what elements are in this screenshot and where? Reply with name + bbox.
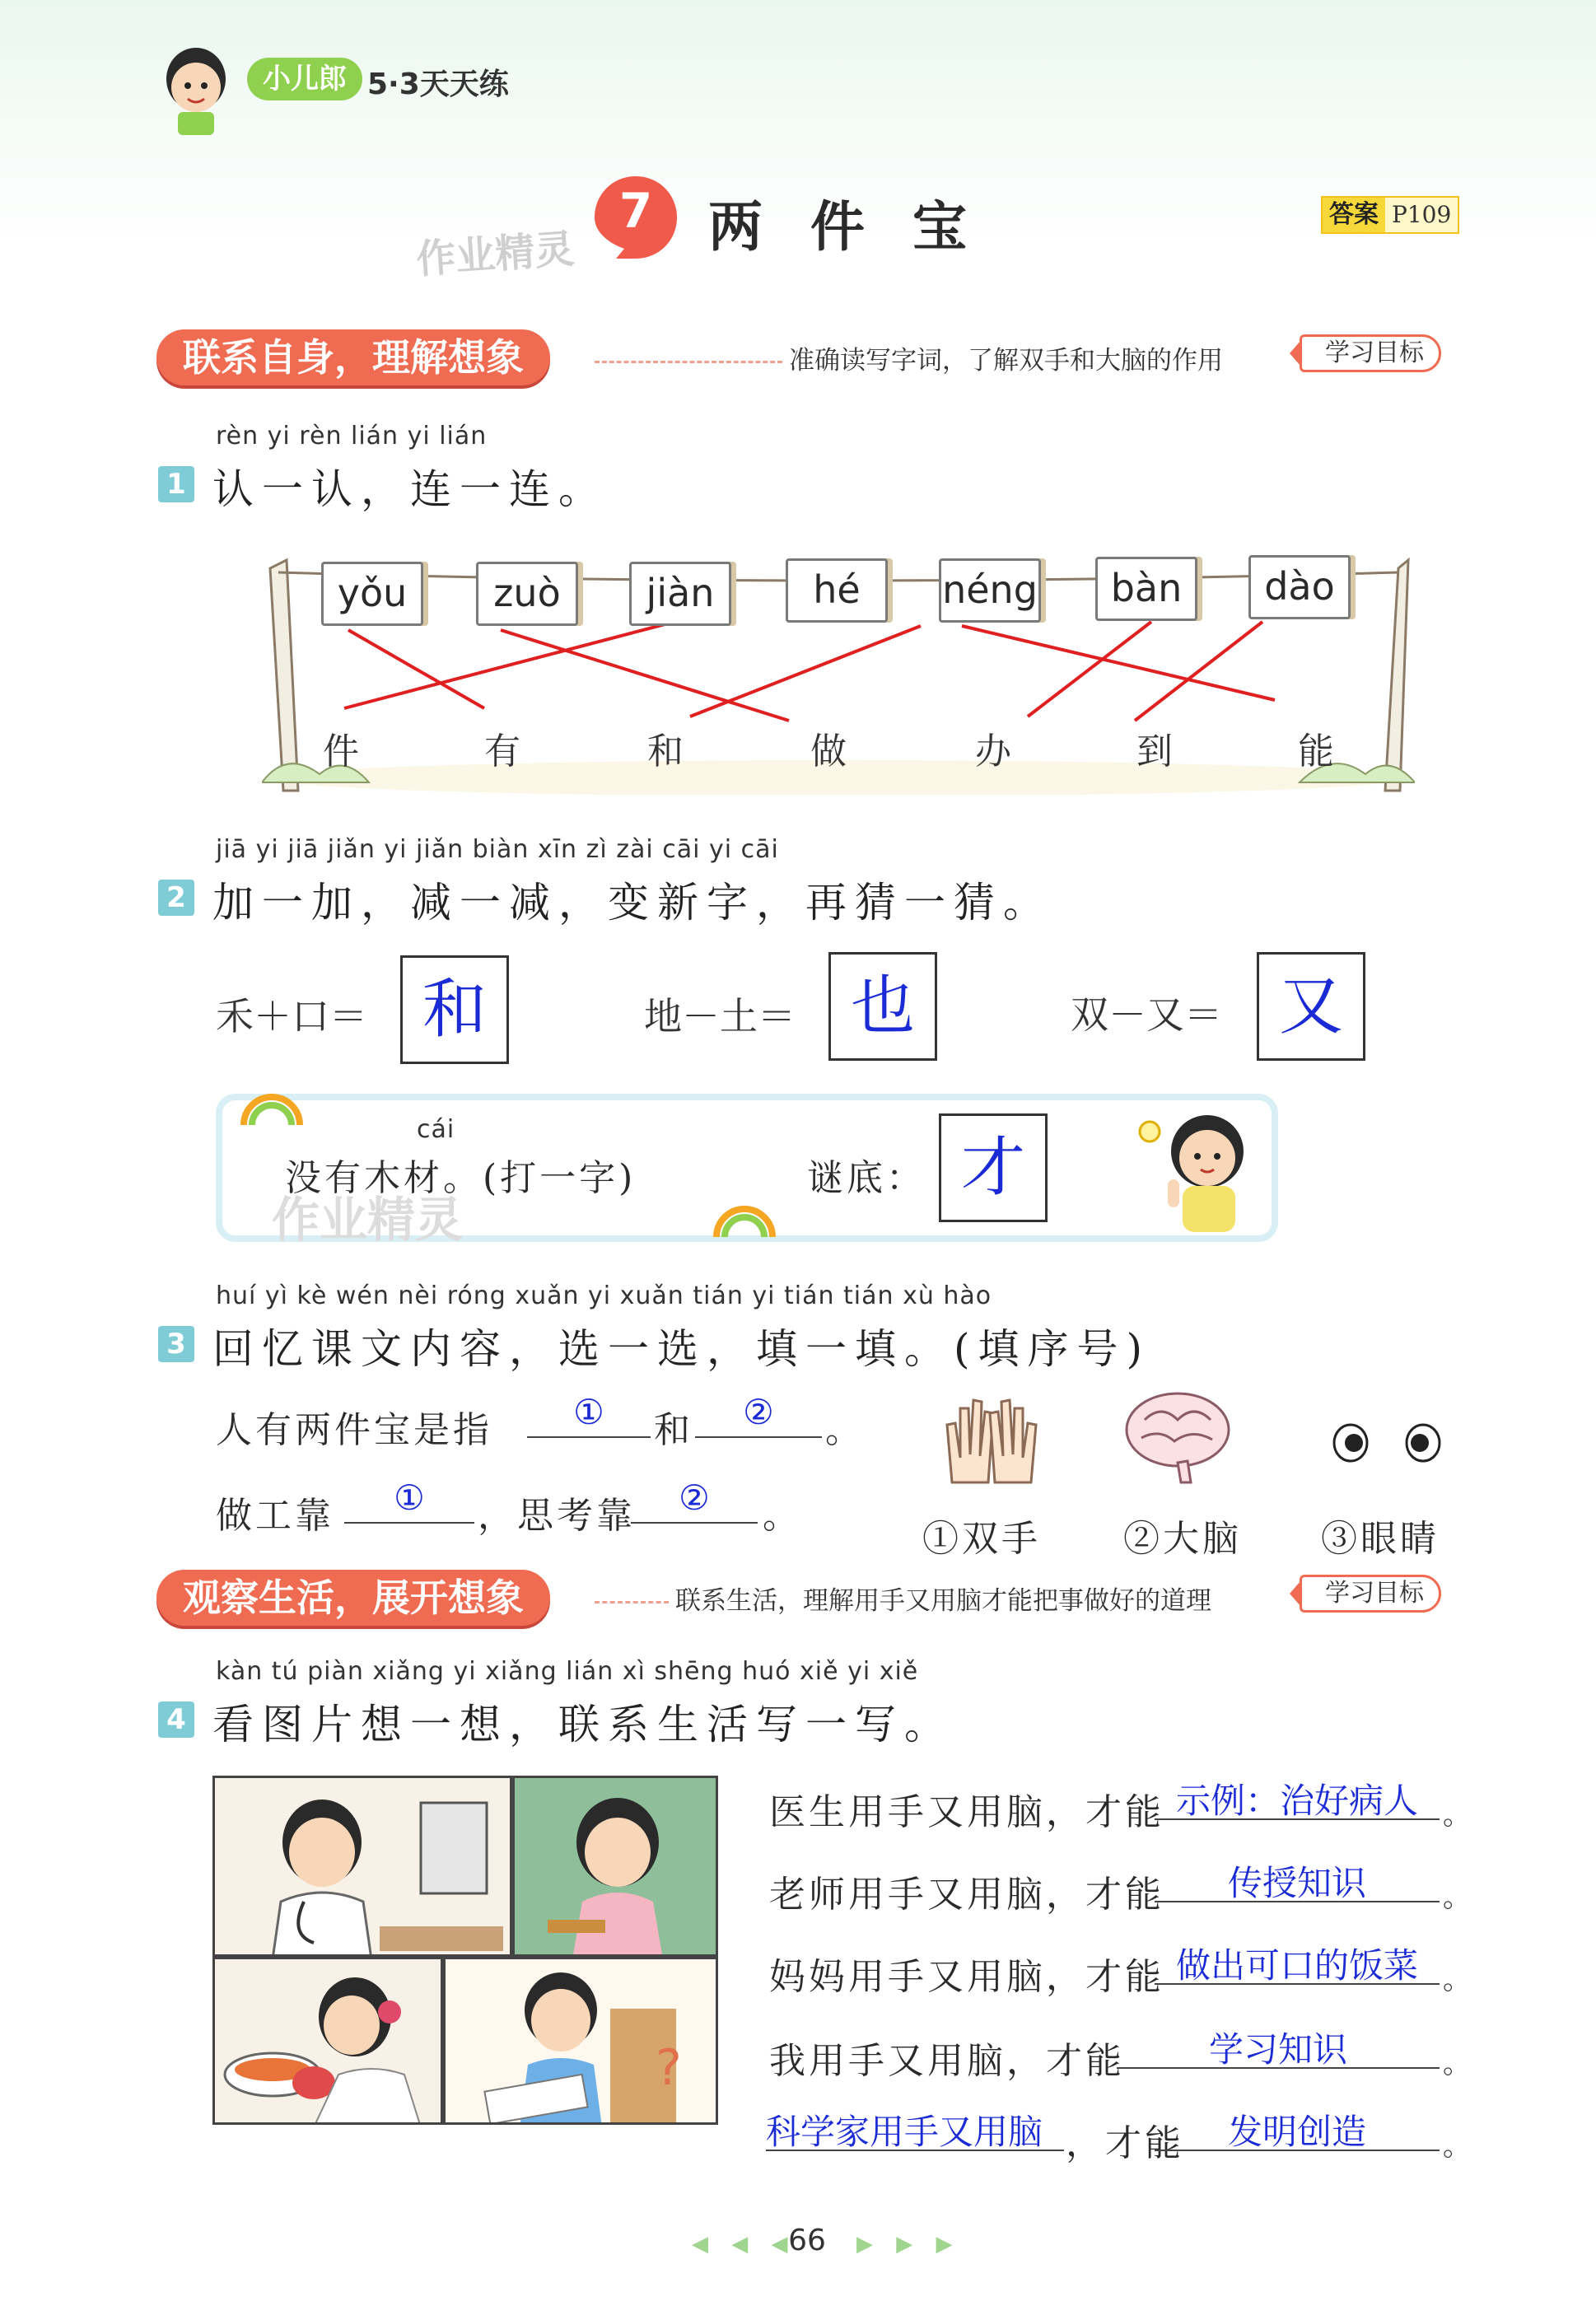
option-hands: ①双手 — [922, 1518, 1041, 1560]
equation-answer: 又 — [1278, 969, 1343, 1043]
answer-reference — [1321, 196, 1459, 234]
section-1-title: 联系自身，理解想象 — [156, 329, 550, 385]
mascot-boy-icon — [155, 41, 237, 137]
q3-line1-mid: 和 — [654, 1409, 693, 1451]
q4-answer: 示例：治好病人 — [1155, 1774, 1440, 1820]
option-eyes: ③眼睛 — [1321, 1518, 1440, 1560]
q4-sentence-prefix: 医生用手又用脑，才能 — [769, 1791, 1164, 1833]
character: 办 — [975, 731, 1011, 773]
section-2-divider — [595, 1601, 669, 1603]
mother-cooking-illustration — [215, 1959, 443, 2125]
q3-blank: ② — [631, 1477, 758, 1524]
lesson-title: 两件宝 — [708, 194, 1015, 259]
riddle-answer: 才 — [960, 1131, 1025, 1205]
q2-number: 2 — [158, 880, 194, 916]
q4-sentence-prefix: 老师用手又用脑，才能 — [769, 1874, 1164, 1916]
brand-text: 5·3天天练 — [367, 68, 509, 101]
q4-sentence-prefix: 我用手又用脑，才能 — [769, 2040, 1125, 2082]
equation-answer: 和 — [422, 973, 487, 1047]
answer-label: 答案 — [1323, 198, 1385, 232]
section-1-goal-tag: 学习目标 — [1300, 334, 1441, 372]
eyes-icon — [1326, 1417, 1449, 1466]
character: 件 — [323, 731, 359, 773]
mother-scene — [212, 1957, 443, 2125]
q3-line2-prefix: 做工靠 — [216, 1495, 334, 1537]
lesson-number: 7 — [618, 183, 653, 239]
q4-sentence-prefix: 妈妈用手又用脑，才能 — [769, 1956, 1164, 1998]
q4-instruction: 看图片想一想，联系生活写一写。 — [212, 1701, 954, 1748]
q3-blank: ① — [527, 1392, 651, 1438]
q3-blank: ② — [695, 1392, 822, 1438]
character: 到 — [1136, 731, 1173, 773]
character: 能 — [1298, 731, 1334, 773]
q4-sentence-end: 。 — [1443, 1963, 1474, 1996]
section-2-goal-tag: 学习目标 — [1300, 1575, 1441, 1613]
q3-blank: ① — [344, 1477, 474, 1524]
pinyin-card: bàn — [1095, 557, 1197, 621]
q4-last-mid: ，才能 — [1066, 2122, 1184, 2164]
doctor-illustration — [215, 1778, 512, 1957]
pinyin-card: hé — [786, 558, 888, 623]
q4-answer: 学习知识 — [1117, 2023, 1440, 2069]
doctor-scene — [212, 1776, 512, 1957]
section-1-divider — [595, 361, 782, 363]
question-mark: ? — [656, 2039, 682, 2097]
answer-grid-box — [400, 955, 509, 1064]
q3-line2-end: 。 — [763, 1495, 802, 1537]
option-brain: ②大脑 — [1123, 1518, 1242, 1560]
character: 做 — [810, 731, 847, 773]
rainbow-icon — [239, 1092, 305, 1128]
q4-last-subject: 科学家用手又用脑 — [766, 2105, 1064, 2151]
q4-sentence-end: 。 — [1443, 2047, 1474, 2080]
q2-pinyin: jiā yi jiā jiǎn yi jiǎn biàn xīn zì zài cāi yi cāi — [216, 835, 779, 864]
equation-expression: 地－土＝ — [644, 994, 796, 1039]
riddle-pinyin: cái — [417, 1115, 455, 1144]
watermark: 作业精灵 — [414, 226, 576, 283]
footer-right-arrows: ▶ ▶ ▶ — [856, 2232, 961, 2257]
watermark: 作业精灵 — [272, 1192, 464, 1248]
riddle-answer-box — [939, 1113, 1048, 1222]
q4-last-answer: 发明创造 — [1155, 2105, 1440, 2151]
q1-pinyin: rèn yi rèn lián yi lián — [216, 422, 488, 450]
pinyin-card: néng — [939, 558, 1041, 623]
character: 有 — [484, 731, 520, 773]
q4-answer: 传授知识 — [1155, 1856, 1440, 1902]
q3-line2-mid: ，思考靠 — [478, 1495, 636, 1537]
pinyin-card: dào — [1248, 555, 1351, 619]
q4-last-end: 。 — [1443, 2130, 1474, 2163]
riddle-answer-label: 谜底： — [807, 1157, 926, 1199]
equation-answer: 也 — [850, 969, 915, 1043]
footer-left-arrows: ◀ ◀ ◀ — [692, 2232, 796, 2257]
answer-grid-box — [1257, 952, 1365, 1061]
pinyin-card: yǒu — [321, 562, 423, 626]
teacher-illustration — [515, 1778, 718, 1957]
equation-expression: 双－又＝ — [1071, 992, 1222, 1037]
riddle-text: 没有木材。(打一字) — [285, 1157, 637, 1199]
q4-answer: 做出可口的饭菜 — [1155, 1939, 1440, 1985]
q3-pinyin: huí yì kè wén nèi róng xuǎn yi xuǎn tián yi tián tián xù hào — [216, 1281, 992, 1310]
q4-pinyin: kàn tú piàn xiǎng yi xiǎng lián xì shēng huó xiě yi xiě — [216, 1657, 919, 1686]
q1-number: 1 — [158, 466, 194, 502]
brain-icon — [1120, 1387, 1235, 1486]
teacher-scene — [512, 1776, 718, 1957]
q3-line1-end: 。 — [825, 1409, 865, 1451]
answer-grid-box — [828, 952, 937, 1061]
rainbow-icon — [712, 1204, 777, 1240]
page-number: 66 — [788, 2224, 826, 2257]
answer-page: P109 — [1385, 198, 1458, 232]
q1-instruction: 认一认，连一连。 — [212, 465, 608, 513]
q3-line1-prefix: 人有两件宝是指 — [216, 1409, 492, 1451]
equation-expression: 禾＋口＝ — [216, 994, 367, 1039]
section-2-title: 观察生活，展开想象 — [156, 1570, 550, 1626]
pinyin-card: zuò — [476, 562, 578, 626]
pinyin-card: jiàn — [629, 562, 731, 626]
q4-sentence-end: 。 — [1443, 1881, 1474, 1914]
section-2-goal: 联系生活，理解用手又用脑才能把事做好的道理 — [675, 1586, 1211, 1616]
character: 和 — [647, 731, 684, 773]
q4-sentence-end: 。 — [1443, 1799, 1474, 1832]
brand-logo: 小儿郎 — [247, 58, 362, 100]
section-1-goal: 准确读写字词，了解双手和大脑的作用 — [789, 346, 1223, 376]
q4-number: 4 — [158, 1701, 194, 1738]
q3-instruction: 回忆课文内容，选一选，填一填。(填序号) — [212, 1325, 1151, 1373]
q3-number: 3 — [158, 1326, 194, 1362]
q2-instruction: 加一加，减一减，变新字，再猜一猜。 — [212, 879, 1052, 927]
hands-icon — [936, 1384, 1048, 1491]
girl-thinking-icon — [1125, 1104, 1265, 1235]
